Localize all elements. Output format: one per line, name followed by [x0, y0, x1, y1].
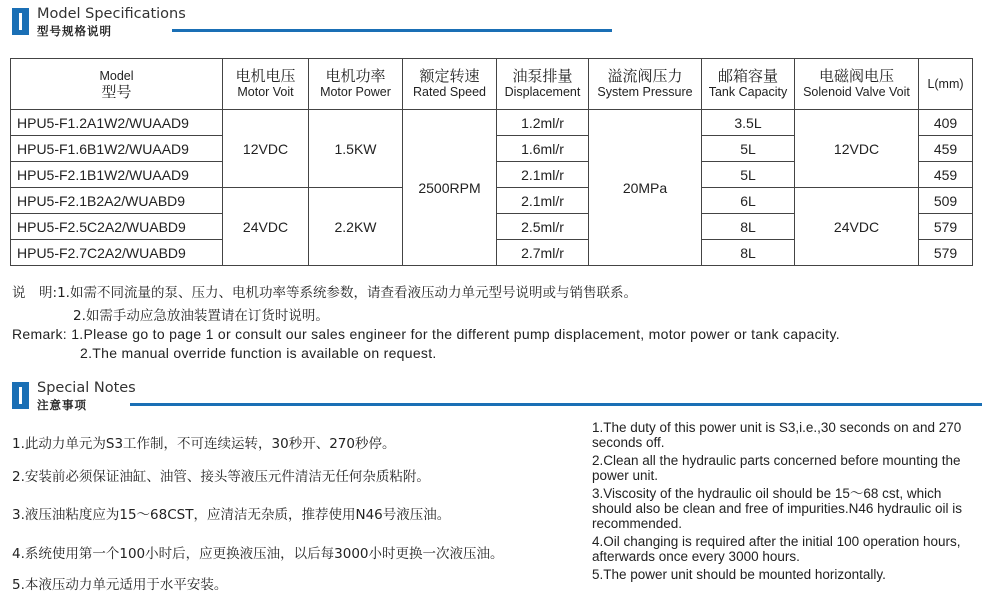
cell-rated-speed: 2500RPM — [403, 110, 497, 266]
note-cn-text2: 2.如需手动应急放油装置请在订货时说明。 — [73, 308, 329, 324]
list-item: 5.The power unit should be mounted horizontally. — [592, 567, 886, 582]
header-displacement: 油泵排量 Displacement — [497, 59, 589, 110]
cell-system-pressure: 20MPa — [589, 110, 702, 266]
cell-motor-power: 1.5KW — [309, 110, 403, 188]
cell-length: 579 — [919, 240, 973, 266]
spec-table — [10, 58, 973, 266]
header-motor-voltage: 电机电压 Motor Voit — [223, 59, 309, 110]
list-item: 4.Oil changing is required after the initial 100 operation hours, afterwards once every 3000 hours. — [592, 534, 961, 564]
cell-tank-capacity: 5L — [702, 162, 795, 188]
header-system-pressure: 溢流阀压力 System Pressure — [589, 59, 702, 110]
section-underline — [130, 403, 982, 406]
list-item: 1.The duty of this power unit is S3,i.e.,30 seconds on and 270 seconds off. — [592, 420, 962, 450]
header-length: L(mm) — [919, 59, 973, 110]
special-notes-en — [592, 420, 977, 585]
list-item: 1.此动力单元为S3工作制，不可连续运转，30秒开、270秒停。 — [12, 436, 396, 452]
cell-displacement: 2.1ml/r — [497, 162, 589, 188]
list-item: 5.本液压动力单元适用于水平安装。 — [12, 577, 228, 593]
note-cn-label: 说 明: — [12, 285, 58, 301]
note-cn-text1: 1.如需不同流量的泵、压力、电机功率等系统参数，请查看液压动力单元型号说明或与销售联系。 — [57, 285, 637, 301]
list-item: 2.安装前必须保证油缸、油管、接头等液压元件清洁无任何杂质粘附。 — [12, 469, 430, 485]
cell-tank-capacity: 5L — [702, 136, 795, 162]
cell-displacement: 2.1ml/r — [497, 188, 589, 214]
list-item: 3.Viscosity of the hydraulic oil should be 15～68 cst, which should also be clean and free of impurities.N46 hydraulic oil is recommended. — [592, 486, 962, 531]
cell-tank-capacity: 8L — [702, 240, 795, 266]
remark-text1: 1.Please go to page 1 or consult our sales engineer for the different pump displacement, motor power or tank capacity. — [71, 326, 840, 342]
remark-line1 — [12, 326, 840, 342]
list-item: 2.Clean all the hydraulic parts concerned before mounting the power unit. — [592, 453, 961, 483]
note-cn-line2 — [73, 304, 329, 324]
note-cn-line1 — [12, 281, 637, 301]
section-marker-icon — [12, 382, 29, 409]
cell-model: HPU5-F1.2A1W2/WUAAD9 — [11, 110, 223, 136]
cell-model: HPU5-F2.7C2A2/WUABD9 — [11, 240, 223, 266]
cell-solenoid-voltage: 24VDC — [795, 188, 919, 266]
header-tank-capacity: 邮箱容量 Tank Capacity — [702, 59, 795, 110]
list-item: 4.系统使用第一个100小时后，应更换液压油，以后每3000小时更换一次液压油。 — [12, 546, 504, 562]
cell-model: HPU5-F2.5C2A2/WUABD9 — [11, 214, 223, 240]
remark-label: Remark: — [12, 326, 67, 342]
cell-displacement: 1.6ml/r — [497, 136, 589, 162]
table-row — [11, 110, 973, 136]
header-solenoid-voltage: 电磁阀电压 Solenoid Valve Voit — [795, 59, 919, 110]
cell-model: HPU5-F1.6B1W2/WUAAD9 — [11, 136, 223, 162]
cell-model: HPU5-F2.1B1W2/WUAAD9 — [11, 162, 223, 188]
section-title-en: Model Specifications — [37, 6, 186, 22]
cell-motor-power: 2.2KW — [309, 188, 403, 266]
cell-length: 509 — [919, 188, 973, 214]
remark-line2 — [80, 345, 437, 361]
cell-length: 579 — [919, 214, 973, 240]
cell-motor-voltage: 24VDC — [223, 188, 309, 266]
cell-tank-capacity: 3.5L — [702, 110, 795, 136]
cell-length: 459 — [919, 162, 973, 188]
remark-text2: 2.The manual override function is available on request. — [80, 345, 437, 361]
section-title-cn: 型号规格说明 — [37, 24, 112, 38]
cell-displacement: 1.2ml/r — [497, 110, 589, 136]
table-header-row — [11, 59, 973, 110]
cell-tank-capacity: 8L — [702, 214, 795, 240]
header-rated-speed: 额定转速 Rated Speed — [403, 59, 497, 110]
list-item: 3.液压油粘度应为15～68CST，应清洁无杂质，推荐使用N46号液压油。 — [12, 507, 451, 523]
cell-length: 459 — [919, 136, 973, 162]
header-motor-power: 电机功率 Motor Power — [309, 59, 403, 110]
cell-displacement: 2.5ml/r — [497, 214, 589, 240]
section-title-en: Special Notes — [37, 380, 136, 396]
cell-displacement: 2.7ml/r — [497, 240, 589, 266]
section-title-cn: 注意事项 — [37, 398, 87, 412]
cell-motor-voltage: 12VDC — [223, 110, 309, 188]
cell-model: HPU5-F2.1B2A2/WUABD9 — [11, 188, 223, 214]
section-underline — [172, 29, 612, 32]
cell-length: 409 — [919, 110, 973, 136]
cell-solenoid-voltage: 12VDC — [795, 110, 919, 188]
cell-tank-capacity: 6L — [702, 188, 795, 214]
section-marker-icon — [12, 8, 29, 35]
header-model: Model 型号 — [11, 59, 223, 110]
